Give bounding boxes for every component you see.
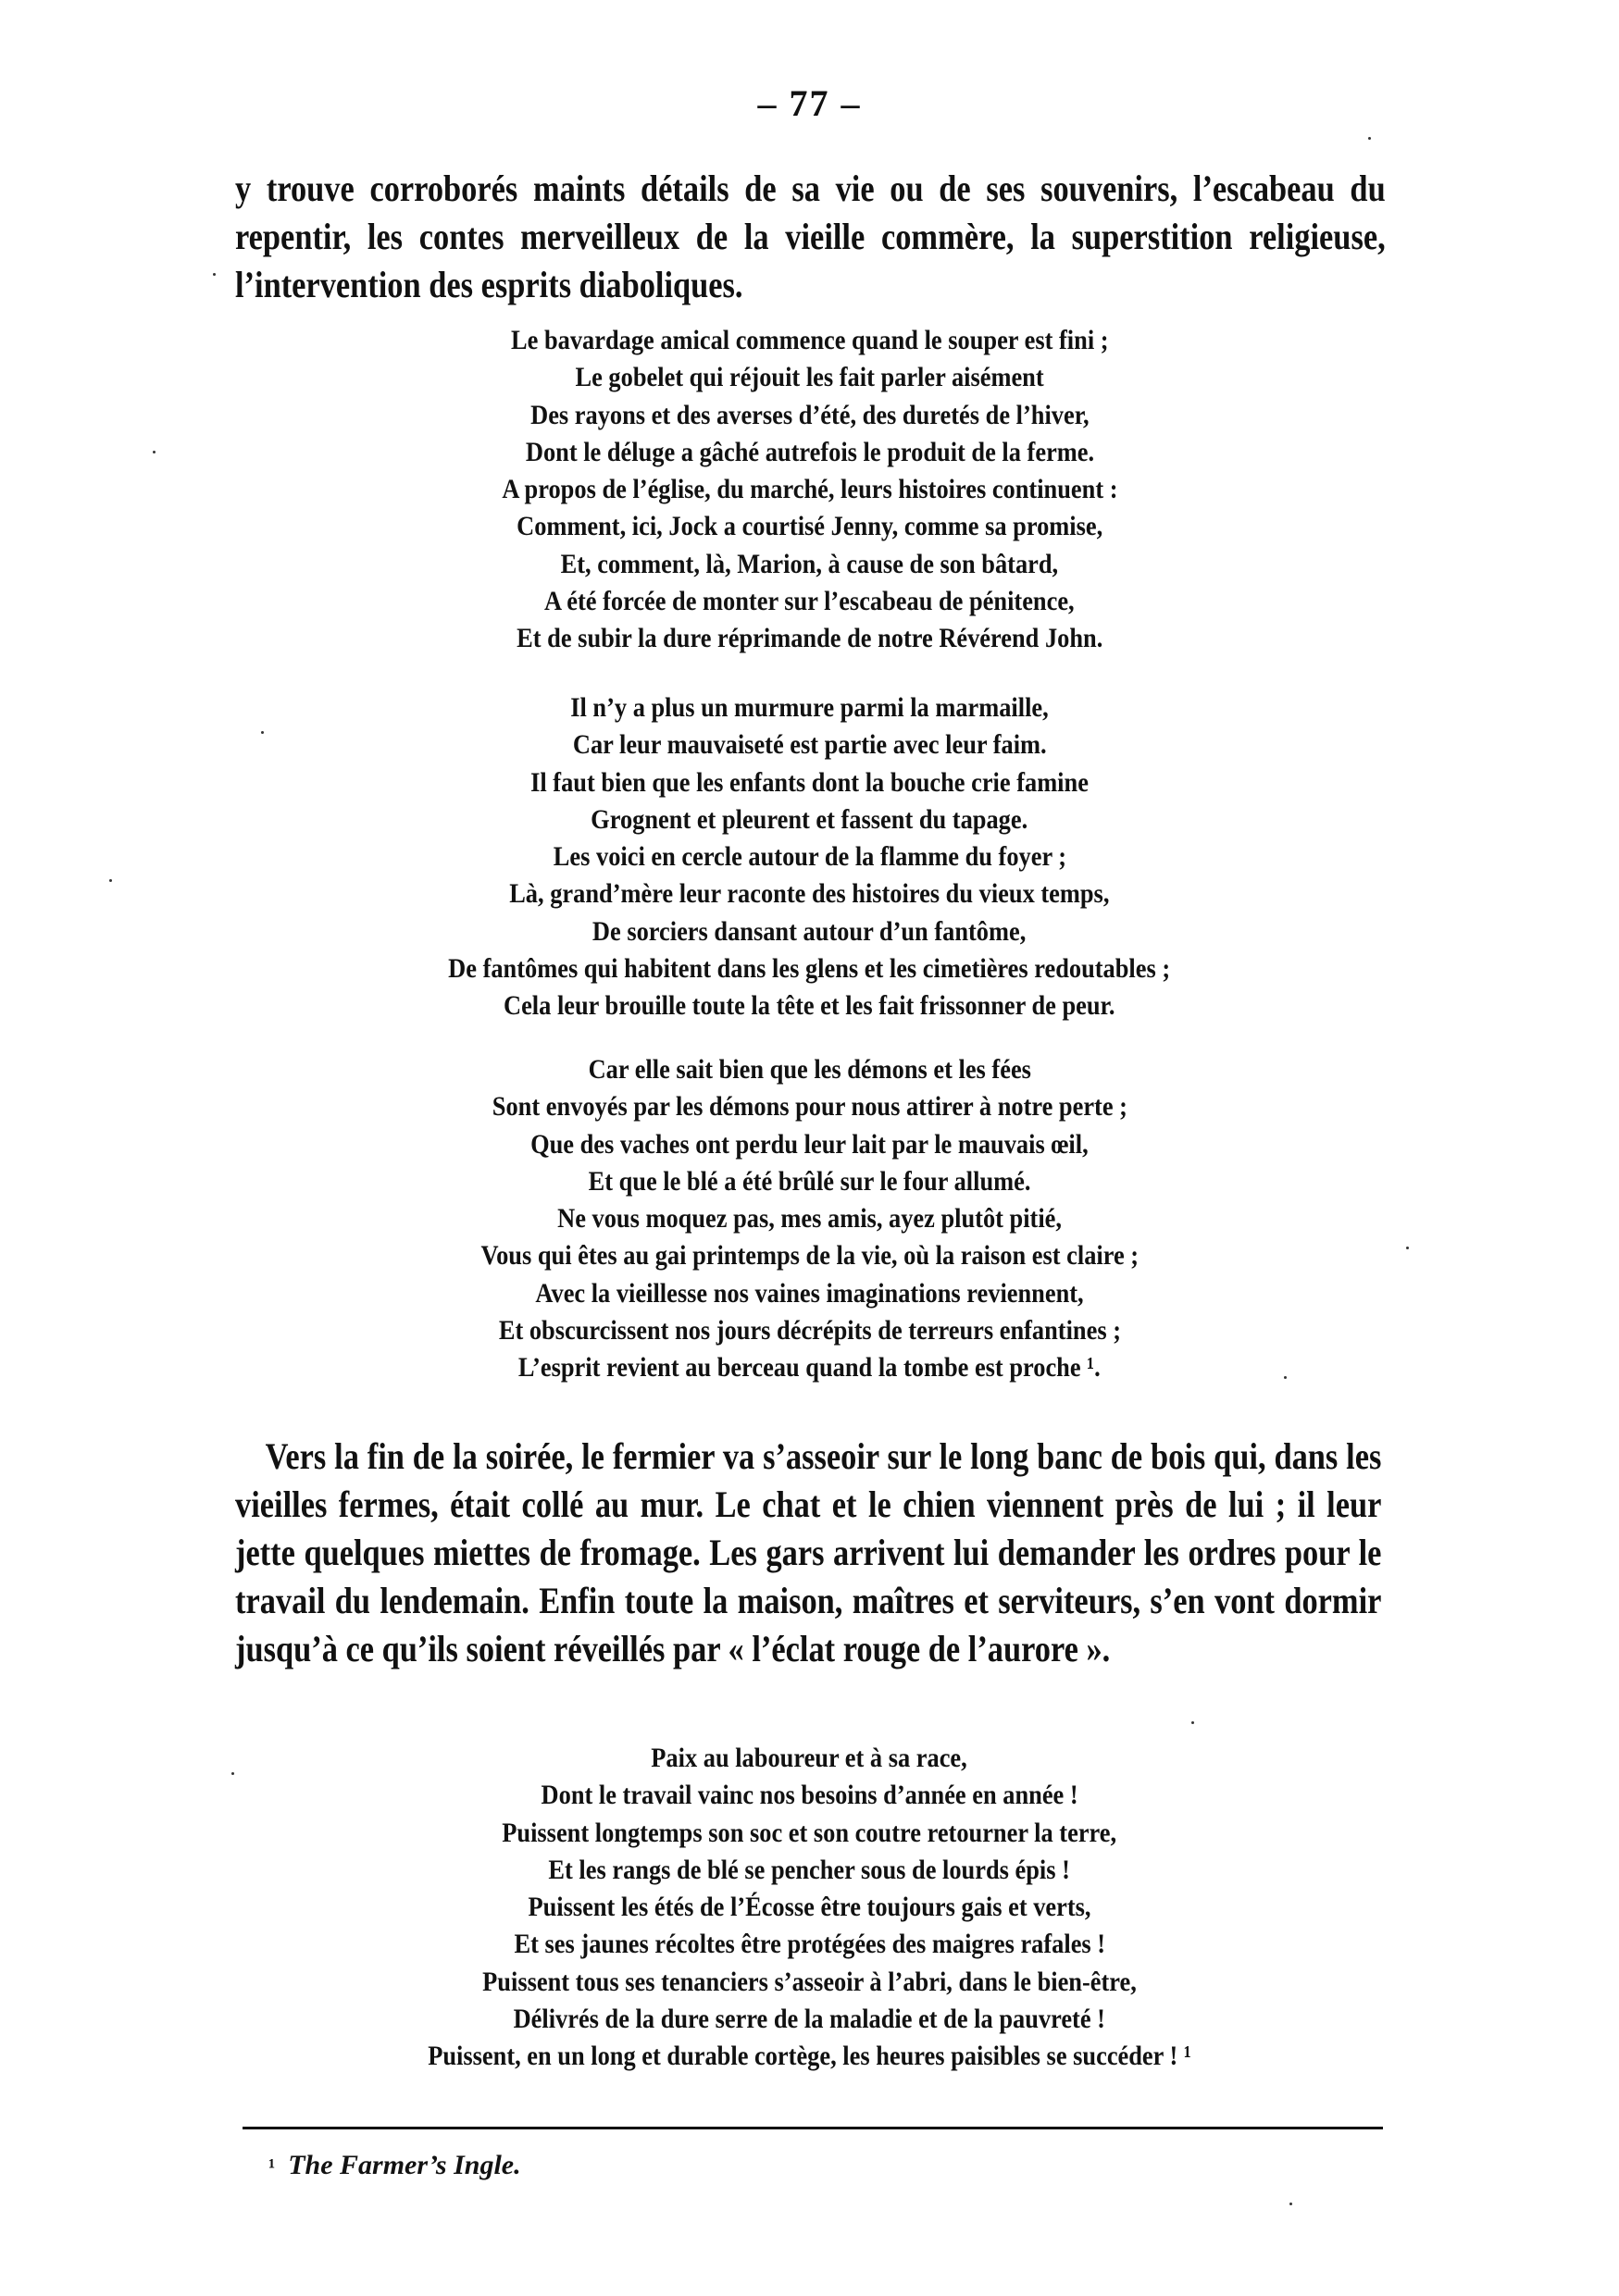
page-number: – 77 –	[757, 82, 862, 124]
verse-line: Et les rangs de blé se pencher sous de lourds épis !	[548, 1854, 1071, 1885]
footnote-marker: ¹	[268, 2155, 276, 2179]
verse-line: A été forcée de monter sur l’escabeau de pénitence,	[544, 586, 1075, 617]
verse-line: Là, grand’mère leur raconte des histoires du vieux temps,	[509, 878, 1110, 910]
verse-line: A propos de l’église, du marché, leurs histoires continuent :	[501, 474, 1118, 505]
scan-speck	[153, 451, 156, 453]
verse-line: Ne vous moquez pas, mes amis, ayez plutôt pitié,	[557, 1203, 1062, 1235]
verse-line: Il n’y a plus un murmure parmi la marmaille,	[570, 692, 1049, 723]
verse-line: L’esprit revient au berceau quand la tombe est proche ¹.	[518, 1352, 1101, 1384]
verse-line: Paix au laboureur et à sa race,	[651, 1743, 968, 1773]
verse-line: Le gobelet qui réjouit les fait parler aisément	[575, 362, 1044, 393]
stanza-3	[0, 1051, 1619, 1387]
stanza-4	[0, 1740, 1619, 2076]
verse-line: Car elle sait bien que les démons et les fées	[588, 1054, 1031, 1085]
verse-line: Le bavardage amical commence quand le souper est fini ;	[510, 325, 1109, 355]
scan-speck	[1191, 1721, 1194, 1724]
verse-line: Il faut bien que les enfants dont la bouche crie famine	[530, 766, 1089, 798]
paragraph-intro: y trouve corroborés maints détails de sa vie ou de ses souvenirs, l’escabeau du repentir, les contes merveilleux de la vieille commère, la superstition religieuse, l’intervention des esprits diaboliques.	[235, 168, 1386, 305]
scan-speck	[213, 273, 216, 276]
verse-line: De fantômes qui habitent dans les glens et les cimetières redoutables ;	[448, 953, 1171, 985]
verse-line: Et ses jaunes récoltes être protégées des maigres rafales !	[514, 1929, 1105, 1960]
verse-line: Sont envoyés par les démons pour nous attirer à notre perte ;	[492, 1091, 1127, 1123]
verse-line: Puissent les étés de l’Écosse être toujours gais et verts,	[528, 1892, 1091, 1923]
verse-line: Car leur mauvaiseté est partie avec leur faim.	[572, 729, 1047, 761]
verse-line: Vous qui êtes au gai printemps de la vie, où la raison est claire ;	[480, 1240, 1139, 1272]
footnote	[268, 2150, 521, 2181]
verse-line: Que des vaches ont perdu leur lait par le mauvais œil,	[530, 1128, 1089, 1160]
scan-speck	[1368, 137, 1371, 140]
verse-line: Et obscurcissent nos jours décrépits de terreurs enfantines ;	[498, 1315, 1121, 1347]
verse-line: Dont le déluge a gâché autrefois le produit de la ferme.	[525, 436, 1094, 467]
verse-line: Grognent et pleurent et fassent du tapage.	[591, 803, 1028, 835]
scan-speck	[109, 879, 112, 882]
verse-line: Puissent longtemps son soc et son coutre retourner la terre,	[502, 1817, 1117, 1848]
verse-line: Délivrés de la dure serre de la maladie et de la pauvreté !	[513, 2004, 1106, 2035]
scan-speck	[1406, 1247, 1409, 1249]
scan-speck	[1284, 1376, 1287, 1379]
verse-line: Et que le blé a été brûlé sur le four allumé.	[588, 1165, 1031, 1197]
verse-line: Et de subir la dure réprimande de notre Révérend John.	[516, 623, 1103, 654]
verse-line: Comment, ici, Jock a courtisé Jenny, comme sa promise,	[516, 511, 1103, 542]
verse-line: Les voici en cercle autour de la flamme du foyer ;	[553, 841, 1066, 873]
verse-line: Des rayons et des averses d’été, des duretés de l’hiver,	[529, 399, 1090, 430]
verse-line: Puissent, en un long et durable cortège, les heures paisibles se succéder ! ¹	[428, 2041, 1191, 2072]
footnote-text: The Farmer’s Ingle.	[288, 2150, 521, 2180]
verse-line: Avec la vieillesse nos vaines imaginations reviennent,	[535, 1277, 1084, 1309]
verse-line: Dont le travail vainc nos besoins d’année en année !	[541, 1780, 1078, 1811]
paragraph-evening: Vers la fin de la soirée, le fermier va s’asseoir sur le long banc de bois qui, dans les vieilles fermes, était collé au mur. Le chat et le chien viennent près de lui ; il leur jette quelques miettes de fromage. Les gars arrivent lui demander les ordres pour le travail du lendemain. Enfin toute la maison, maîtres et serviteurs, s’en vont dormir jusqu’à ce qu’ils soient réveillés par « l’éclat rouge de l’aurore ».	[235, 1435, 1382, 1669]
scan-speck	[1289, 2203, 1292, 2205]
verse-line: Puissent tous ses tenanciers s’asseoir à l’abri, dans le bien-être,	[482, 1966, 1137, 1997]
verse-line: Cela leur brouille toute la tête et les fait frissonner de peur.	[504, 990, 1115, 1022]
stanza-2	[0, 689, 1619, 1025]
footnote-divider	[243, 2127, 1383, 2129]
verse-line: Et, comment, là, Marion, à cause de son bâtard,	[560, 548, 1059, 579]
scan-speck	[231, 1772, 234, 1775]
scan-speck	[261, 731, 264, 734]
verse-line: De sorciers dansant autour d’un fantôme,	[592, 915, 1027, 947]
stanza-1	[0, 322, 1619, 658]
